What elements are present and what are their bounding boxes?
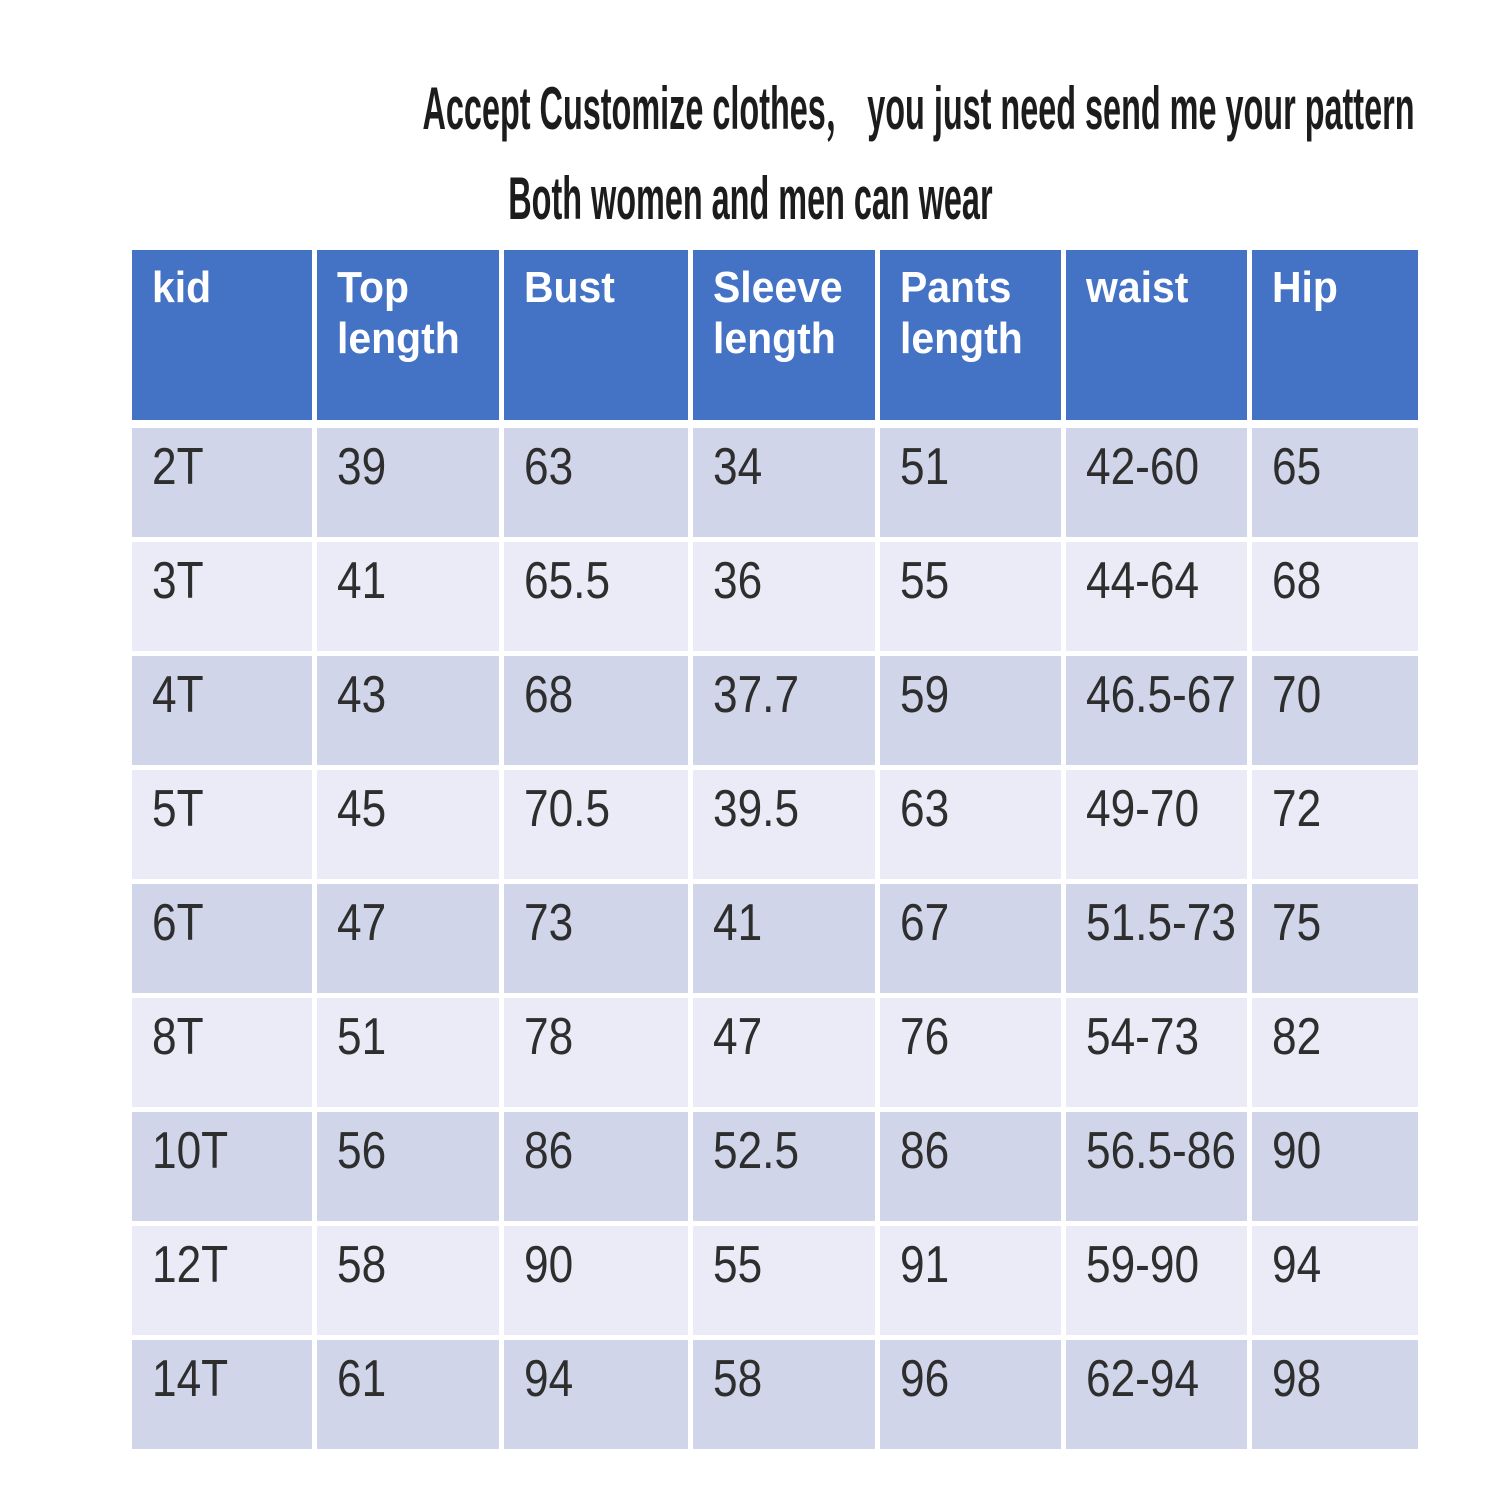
column-header-sleeve-length: Sleeve length	[693, 250, 880, 428]
table-cell: 62-94	[1066, 1340, 1252, 1454]
column-header-hip: Hip	[1252, 250, 1418, 428]
table-cell: 36	[693, 542, 880, 656]
table-cell: 70.5	[504, 770, 693, 884]
table-row-12t	[132, 1226, 1418, 1340]
row-label: 14T	[132, 1340, 317, 1454]
table-cell: 42-60	[1066, 428, 1252, 542]
table-cell: 70	[1252, 656, 1418, 770]
row-label: 8T	[132, 998, 317, 1112]
table-cell: 76	[880, 998, 1066, 1112]
table-cell: 86	[880, 1112, 1066, 1226]
column-header-pants-length: Pants length	[880, 250, 1066, 428]
table-row-10t	[132, 1112, 1418, 1226]
title-line-1-text: Accept Customize clothes， you just need send me your pattern	[422, 75, 1415, 142]
table-cell: 82	[1252, 998, 1418, 1112]
table-cell: 46.5-67	[1066, 656, 1252, 770]
table-cell: 43	[317, 656, 504, 770]
table-cell: 90	[504, 1226, 693, 1340]
table-row-5t	[132, 770, 1418, 884]
table-row-4t	[132, 656, 1418, 770]
table-row-14t	[132, 1340, 1418, 1454]
column-header-kid: kid	[132, 250, 317, 428]
table-cell: 55	[880, 542, 1066, 656]
column-header-top-length: Top length	[317, 250, 504, 428]
table-cell: 37.7	[693, 656, 880, 770]
size-chart-table	[132, 250, 1418, 1454]
row-label: 10T	[132, 1112, 317, 1226]
table-cell: 39.5	[693, 770, 880, 884]
table-cell: 98	[1252, 1340, 1418, 1454]
title-line-1	[0, 64, 1500, 154]
row-label: 3T	[132, 542, 317, 656]
table-row-3t	[132, 542, 1418, 656]
table-cell: 73	[504, 884, 693, 998]
table-cell: 75	[1252, 884, 1418, 998]
table-cell: 59	[880, 656, 1066, 770]
table-cell: 44-64	[1066, 542, 1252, 656]
table-cell: 90	[1252, 1112, 1418, 1226]
table-cell: 58	[317, 1226, 504, 1340]
table-cell: 72	[1252, 770, 1418, 884]
table-cell: 63	[504, 428, 693, 542]
table-cell: 67	[880, 884, 1066, 998]
table-cell: 96	[880, 1340, 1066, 1454]
table-cell: 68	[1252, 542, 1418, 656]
table-cell: 52.5	[693, 1112, 880, 1226]
row-label: 5T	[132, 770, 317, 884]
table-cell: 39	[317, 428, 504, 542]
table-cell: 94	[504, 1340, 693, 1454]
table-cell: 91	[880, 1226, 1066, 1340]
table-cell: 86	[504, 1112, 693, 1226]
column-header-bust: Bust	[504, 250, 693, 428]
table-header	[132, 250, 1418, 428]
table-cell: 68	[504, 656, 693, 770]
table-cell: 51	[317, 998, 504, 1112]
table-cell: 49-70	[1066, 770, 1252, 884]
table-cell: 63	[880, 770, 1066, 884]
row-label: 6T	[132, 884, 317, 998]
header-row	[132, 250, 1418, 428]
table-cell: 45	[317, 770, 504, 884]
table-cell: 54-73	[1066, 998, 1252, 1112]
title-line-2	[0, 154, 1500, 244]
row-label: 12T	[132, 1226, 317, 1340]
table-cell: 65.5	[504, 542, 693, 656]
table-cell: 56.5-86	[1066, 1112, 1252, 1226]
row-label: 4T	[132, 656, 317, 770]
table-row-2t	[132, 428, 1418, 542]
title-block	[0, 64, 1500, 244]
table-cell: 61	[317, 1340, 504, 1454]
table-cell: 47	[317, 884, 504, 998]
table-cell: 47	[693, 998, 880, 1112]
row-label: 2T	[132, 428, 317, 542]
table-cell: 78	[504, 998, 693, 1112]
table-cell: 58	[693, 1340, 880, 1454]
table-cell: 34	[693, 428, 880, 542]
table-row-6t	[132, 884, 1418, 998]
table-body	[132, 428, 1418, 1454]
table-row-8t	[132, 998, 1418, 1112]
table-cell: 51.5-73	[1066, 884, 1252, 998]
table-cell: 51	[880, 428, 1066, 542]
title-line-2-text: Both women and men can wear	[507, 165, 993, 232]
table-cell: 56	[317, 1112, 504, 1226]
table-cell: 94	[1252, 1226, 1418, 1340]
table-cell: 59-90	[1066, 1226, 1252, 1340]
table-cell: 41	[317, 542, 504, 656]
table-cell: 41	[693, 884, 880, 998]
table-cell: 55	[693, 1226, 880, 1340]
table-cell: 65	[1252, 428, 1418, 542]
column-header-waist: waist	[1066, 250, 1252, 428]
